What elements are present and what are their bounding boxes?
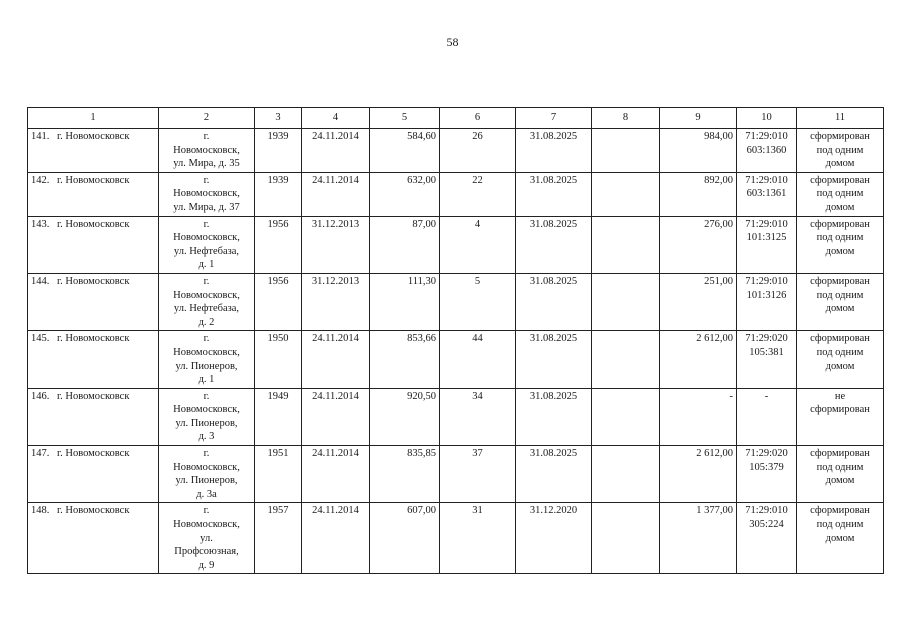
land-status-cell [797,216,884,273]
cell-line: 603:1360 [746,144,787,156]
cell-line: д. 1 [198,259,215,271]
land-area-cell: 984,00 [660,129,737,173]
area-cell: 853,66 [370,331,440,388]
table-row [28,216,884,273]
date-cell: 24.11.2014 [302,129,370,173]
land-status-cell [797,503,884,574]
date-cell: 24.11.2014 [302,446,370,503]
cell-line: под одним [816,188,864,200]
address-cell [159,172,255,216]
row-number: 145. [31,333,50,345]
row-number: 142. [31,174,50,186]
build-year-cell: 1956 [255,273,302,330]
date-cell: 24.11.2014 [302,331,370,388]
deadline-cell: 31.08.2025 [516,388,592,445]
cell-line: г. [203,390,210,402]
cell-line: Новомосковск, [173,519,240,531]
cell-line: 71:29:010 [745,218,788,230]
table-row [28,331,884,388]
land-area-cell: 1 377,00 [660,503,737,574]
area-cell: 632,00 [370,172,440,216]
cell-line: Новомосковск, [173,461,240,473]
build-year-cell: 1949 [255,388,302,445]
address-cell [159,446,255,503]
cell-line: сформирован [810,448,870,460]
cell-line: под одним [816,346,864,358]
city-name: г. Новомосковск [57,174,130,186]
cadastral-number-cell [737,172,797,216]
header-cell: 5 [370,108,440,129]
address-cell [159,129,255,173]
row-number: 148. [31,505,50,517]
cell-line: сформирован [810,174,870,186]
cell-line: сформирован [810,218,870,230]
date-cell: 24.11.2014 [302,503,370,574]
registry-table [27,107,884,574]
table-row [28,503,884,574]
row-number: 147. [31,448,50,460]
cell-line: ул. Нефтебаза, [173,245,240,257]
header-cell: 11 [797,108,884,129]
count-cell: 4 [440,216,516,273]
deadline-cell: 31.08.2025 [516,446,592,503]
cell-line: домом [825,201,855,213]
land-status-cell [797,129,884,173]
date-cell: 24.11.2014 [302,388,370,445]
cell-line: Новомосковск, [173,232,240,244]
cell-line: д. 3 [198,431,215,443]
count-cell: 5 [440,273,516,330]
date-cell: 31.12.2013 [302,273,370,330]
cadastral-number-cell [737,331,797,388]
column-8-cell [592,172,660,216]
area-cell: 87,00 [370,216,440,273]
header-cell: 3 [255,108,302,129]
table-row [28,129,884,173]
column-8-cell [592,446,660,503]
row-number-cell [28,129,159,173]
count-cell: 44 [440,331,516,388]
cell-line: домом [825,532,855,544]
cell-line: домом [825,245,855,257]
cell-line: ул. Пионеров, [175,360,238,372]
cell-line: сформирован [810,333,870,345]
cell-line: сформирован [810,131,870,142]
cell-line: г. [203,505,210,517]
cell-line: 71:29:010 [745,505,788,517]
cell-line: Новомосковск, [173,346,240,358]
count-cell: 31 [440,503,516,574]
cell-line: 71:29:020 [745,448,788,460]
cell-line: Профсоюзная, [174,546,239,558]
cell-line: сформирован [810,505,870,517]
area-cell: 920,50 [370,388,440,445]
cadastral-number-cell [737,503,797,574]
land-area-cell: 276,00 [660,216,737,273]
land-status-cell [797,273,884,330]
cell-line: ул. [200,532,213,544]
city-name: г. Новомосковск [57,390,130,402]
cell-line: ул. Мира, д. 35 [173,158,240,170]
header-row [28,108,884,129]
deadline-cell: 31.08.2025 [516,273,592,330]
cell-line: ул. Пионеров, [175,417,238,429]
column-8-cell [592,388,660,445]
date-cell: 31.12.2013 [302,216,370,273]
deadline-cell: 31.12.2020 [516,503,592,574]
row-number-cell [28,388,159,445]
cadastral-number-cell [737,216,797,273]
build-year-cell: 1939 [255,129,302,173]
cell-line: ул. Мира, д. 37 [173,201,240,213]
cell-line: 101:3125 [746,232,787,244]
cell-line: г. [203,448,210,460]
count-cell: 34 [440,388,516,445]
cell-line: 71:29:020 [745,333,788,345]
build-year-cell: 1950 [255,331,302,388]
cadastral-number-cell [737,273,797,330]
land-status-cell [797,172,884,216]
date-cell: 24.11.2014 [302,172,370,216]
cell-line: 101:3126 [746,289,787,301]
count-cell: 26 [440,129,516,173]
cell-line: под одним [816,144,864,156]
land-area-cell: - [660,388,737,445]
city-name: г. Новомосковск [57,218,130,230]
row-number: 143. [31,218,50,230]
area-cell: 607,00 [370,503,440,574]
cell-line: 603:1361 [746,188,787,200]
header-cell: 10 [737,108,797,129]
cell-line: сформирован [810,275,870,287]
cell-line: г. [203,131,210,142]
header-cell: 2 [159,108,255,129]
cell-line: д. 9 [198,559,215,571]
build-year-cell: 1951 [255,446,302,503]
cell-line: д. 1 [198,374,215,386]
table-body [28,129,884,574]
cell-line: 71:29:010 [745,131,788,142]
row-number-cell [28,216,159,273]
city-name: г. Новомосковск [57,131,130,142]
area-cell: 584,60 [370,129,440,173]
deadline-cell: 31.08.2025 [516,331,592,388]
header-cell: 4 [302,108,370,129]
area-cell: 835,85 [370,446,440,503]
page-number: 58 [446,35,459,49]
cell-line: домом [825,158,855,170]
table-row [28,273,884,330]
land-status-cell [797,331,884,388]
cell-line: 105:379 [749,461,784,473]
city-name: г. Новомосковск [57,275,130,287]
address-cell [159,503,255,574]
table-row [28,446,884,503]
header-cell: 8 [592,108,660,129]
row-number: 141. [31,131,50,142]
build-year-cell: 1956 [255,216,302,273]
cell-line: сформирован [810,404,870,416]
cell-line: 105:381 [749,346,784,358]
cell-line: - [764,390,769,402]
cell-line: 71:29:010 [745,275,788,287]
cadastral-number-cell [737,129,797,173]
cell-line: не [834,390,846,402]
cell-line: Новомосковск, [173,404,240,416]
land-area-cell: 251,00 [660,273,737,330]
column-8-cell [592,273,660,330]
row-number-cell [28,273,159,330]
cell-line: ул. Пионеров, [175,475,238,487]
land-area-cell: 2 612,00 [660,331,737,388]
row-number-cell [28,503,159,574]
city-name: г. Новомосковск [57,448,130,460]
table-row [28,388,884,445]
column-8-cell [592,216,660,273]
city-name: г. Новомосковск [57,333,130,345]
row-number-cell [28,331,159,388]
header-cell: 1 [28,108,159,129]
cell-line: под одним [816,519,864,531]
cell-line: д. 3а [196,488,217,500]
row-number-cell [28,446,159,503]
cell-line: домом [825,360,855,372]
address-cell [159,331,255,388]
land-area-cell: 892,00 [660,172,737,216]
cell-line: Новомосковск, [173,289,240,301]
cell-line: г. [203,218,210,230]
cell-line: под одним [816,232,864,244]
count-cell: 37 [440,446,516,503]
header-cell: 7 [516,108,592,129]
cell-line: Новомосковск, [173,188,240,200]
cell-line: д. 2 [198,316,215,328]
address-cell [159,273,255,330]
cadastral-number-cell [737,388,797,445]
land-status-cell [797,388,884,445]
cell-line: 305:224 [749,519,784,531]
column-8-cell [592,129,660,173]
address-cell [159,388,255,445]
cell-line: домом [825,303,855,315]
build-year-cell: 1957 [255,503,302,574]
column-8-cell [592,503,660,574]
city-name: г. Новомосковск [57,505,130,517]
cell-line: под одним [816,461,864,473]
cell-line: г. [203,275,210,287]
cell-line: 71:29:010 [745,174,788,186]
address-cell [159,216,255,273]
cell-line: домом [825,475,855,487]
row-number: 144. [31,275,50,287]
row-number: 146. [31,390,50,402]
land-status-cell [797,446,884,503]
cell-line: под одним [816,289,864,301]
build-year-cell: 1939 [255,172,302,216]
deadline-cell: 31.08.2025 [516,129,592,173]
cell-line: Новомосковск, [173,144,240,156]
table-row [28,172,884,216]
row-number-cell [28,172,159,216]
cadastral-number-cell [737,446,797,503]
land-area-cell: 2 612,00 [660,446,737,503]
count-cell: 22 [440,172,516,216]
cell-line: г. [203,174,210,186]
header-cell: 9 [660,108,737,129]
column-8-cell [592,331,660,388]
area-cell: 111,30 [370,273,440,330]
header-cell: 6 [440,108,516,129]
deadline-cell: 31.08.2025 [516,172,592,216]
deadline-cell: 31.08.2025 [516,216,592,273]
cell-line: ул. Нефтебаза, [173,303,240,315]
cell-line: г. [203,333,210,345]
